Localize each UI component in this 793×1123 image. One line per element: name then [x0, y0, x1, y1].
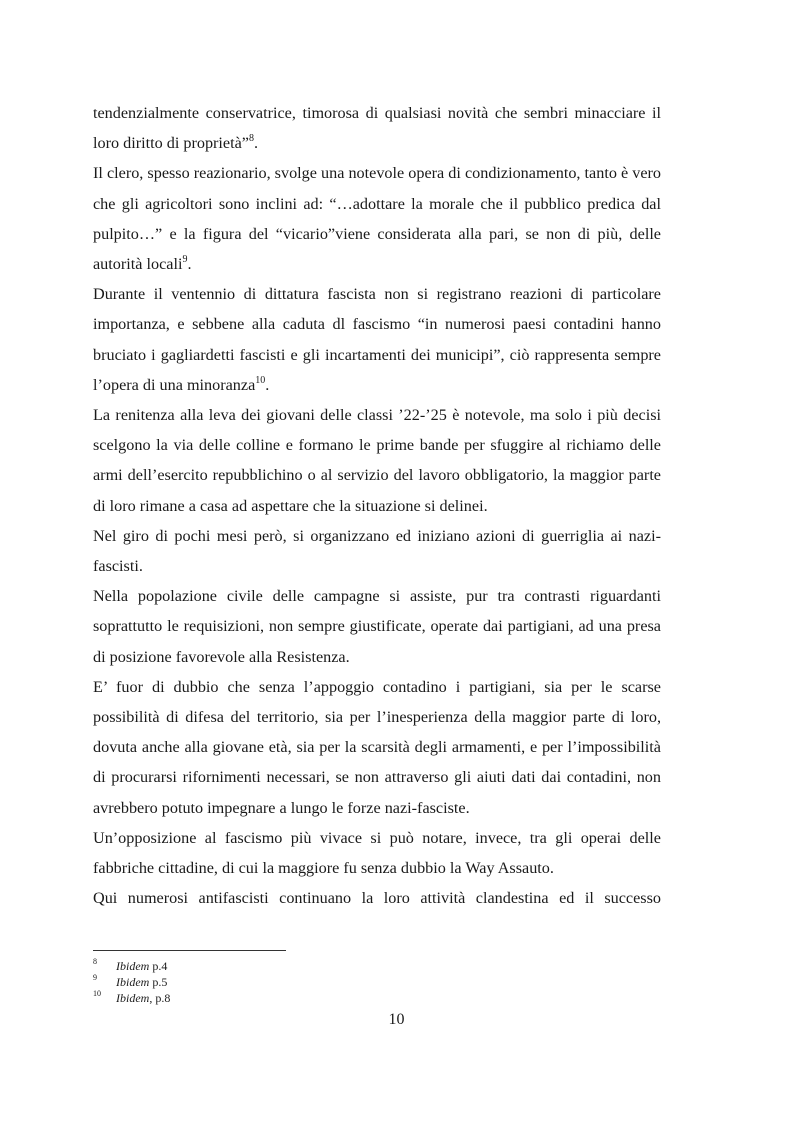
footnote-9 — [93, 974, 170, 990]
paragraph-3-text: Durante il ventennio di dittatura fascista non si registrano reazioni di particolare importanza, e sebbene alla caduta dl fascismo “in numerosi paesi contadini hanno bruciato i gagliardetti fascisti e gli incartamenti dei municipi”, ciò rappresenta sempre l’opera di una minoranza — [93, 285, 661, 394]
footnote-10 — [93, 990, 170, 1006]
footnote-8 — [93, 958, 170, 974]
paragraph-2-text: Il clero, spesso reazionario, svolge una notevole opera di condizionamento, tanto è vero che gli agricoltori sono inclini ad: “…adottare la morale che il pubblico predica dal pulpito…” e la figura del “vicario”viene considerata alla pari, se non di più, delle autorità locali — [93, 164, 661, 274]
paragraph-1-tail: . — [254, 134, 259, 153]
footnote-source: Ibidem — [116, 959, 150, 973]
page-number: 10 — [388, 1011, 405, 1028]
footnote-number: 9 — [93, 973, 97, 982]
footnote-ref-9: 9 — [182, 254, 188, 266]
paragraph-7: E’ fuor di dubbio che senza l’appoggio contadino i partigiani, sia per le scarse possibilità di difesa del territorio, sia per l’inesperienza della maggior parte di loro, dovuta anche alla giovane età, sia per la scarsità degli armamenti, e per l’impossibilità di procurarsi rifornimenti necessari, se non attraverso gli aiuti dati dai contadini, non avrebbero potuto impegnare a lungo le forze nazi-fasciste. — [93, 677, 661, 817]
paragraph-8: Un’opposizione al fascismo più vivace si può notare, invece, tra gli operai delle fabbriche cittadine, di cui la maggiore fu senza dubbio la Way Assauto. — [93, 828, 661, 878]
footnote-number: 10 — [93, 989, 101, 998]
footnote-ref-10: 10 — [255, 374, 266, 386]
footnote-divider — [93, 950, 286, 951]
paragraph-2-tail: . — [187, 255, 192, 274]
paragraph-1 — [93, 98, 661, 158]
paragraph-1-text: tendenzialmente conservatrice, timorosa di qualsiasi novità che sembri minacciare il loro diritto di proprietà” — [93, 104, 661, 153]
paragraph-5: Nel giro di pochi mesi però, si organizzano ed iniziano azioni di guerriglia ai nazi-fascisti. — [93, 526, 661, 576]
footnote-source: Ibidem — [116, 991, 150, 1005]
paragraph-2 — [93, 158, 661, 279]
footnote-page: , p.8 — [149, 991, 171, 1005]
paragraph-6: Nella popolazione civile delle campagne si assiste, pur tra contrasti riguardanti soprattutto le requisizioni, non sempre giustificate, operate dai partigiani, ad una presa di posizione favorevole alla Resistenza. — [93, 587, 661, 666]
body-text — [93, 98, 661, 913]
paragraph-3-tail: . — [265, 375, 270, 394]
footnote-page: p.4 — [149, 959, 168, 973]
paragraph-3 — [93, 279, 661, 400]
footnotes — [93, 958, 170, 1006]
paragraph-9: Qui numerosi antifascisti continuano la loro attività clandestina ed il successo — [93, 889, 661, 908]
paragraph-4: La renitenza alla leva dei giovani delle classi ’22-’25 è notevole, ma solo i più decisi scelgono la via delle colline e formano le prime bande per sfuggire al richiamo delle armi dell’esercito repubblichino o al servizio del lavoro obbligatorio, la maggior parte di loro rimane a casa ad aspettare che la situazione si delinei. — [93, 406, 661, 515]
footnote-number: 8 — [93, 957, 97, 966]
footnote-source: Ibidem — [116, 975, 150, 989]
footnote-ref-8: 8 — [249, 133, 254, 145]
footnote-page: p.5 — [149, 975, 168, 989]
